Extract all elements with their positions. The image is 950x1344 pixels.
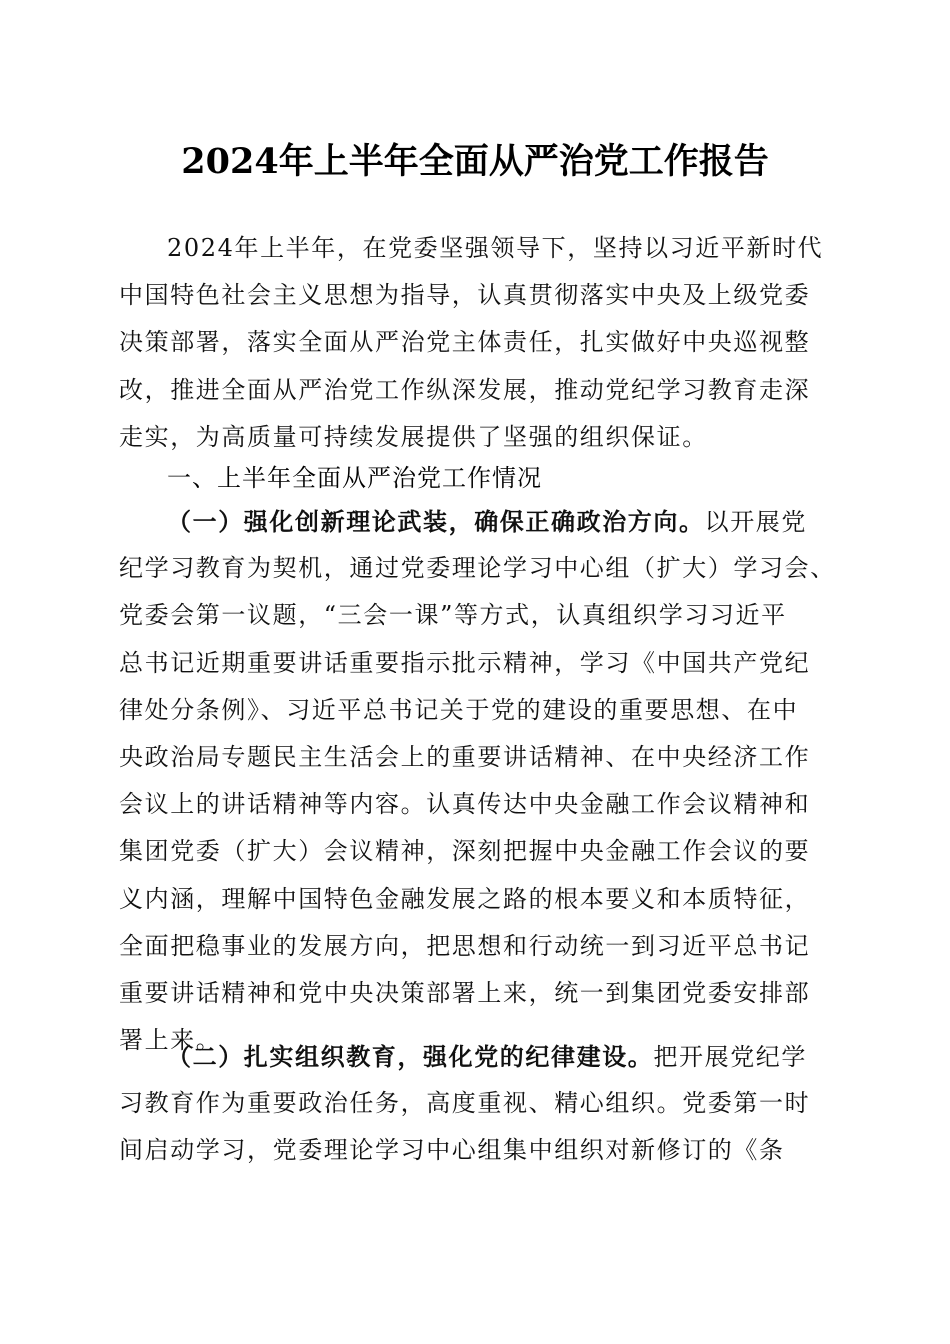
paragraph-first-line — [119, 498, 831, 545]
paragraph-line: 总书记近期重要讲话重要指示批示精神，学习《中国共产党纪 — [119, 648, 811, 677]
subsection-1-paragraph — [119, 498, 836, 1064]
paragraph-line: 党委会第一议题，“三会一课”等方式，认真组织学习习近平 — [119, 601, 787, 630]
paragraph-line: 改，推进全面从严治党工作纵深发展，推动党纪学习教育走深 — [119, 375, 811, 404]
paragraph-line: 走实，为高质量可持续发展提供了坚强的组织保证。 — [119, 422, 708, 451]
paragraph-line: 会议上的讲话精神等内容。认真传达中央金融工作会议精神和 — [119, 790, 811, 819]
section-heading: 一、上半年全面从严治党工作情况 — [167, 464, 542, 492]
paragraph-text: 以开展党 — [704, 508, 808, 536]
paragraph-line: 间启动学习，党委理论学习中心组集中组织对新修订的《条 — [119, 1136, 785, 1165]
paragraph-line: 署上来。 — [119, 1026, 222, 1055]
intro-paragraph — [119, 225, 831, 461]
paragraph-line: 纪学习教育为契机，通过党委理论学习中心组（扩大）学习会、 — [119, 554, 836, 583]
paragraph-line: 集团党委（扩大）会议精神，深刻把握中央金融工作会议的要 — [119, 837, 811, 866]
paragraph-text: 把开展党纪学 — [653, 1043, 808, 1071]
paragraph-line: 2024年上半年，在党委坚强领导下，坚持以习近平新时代 — [167, 234, 824, 262]
subsection-lead: （一）强化创新理论武装，确保正确政治方向。 — [167, 507, 705, 536]
document-title: 2024年上半年全面从严治党工作报告 — [181, 141, 769, 182]
paragraph-line: 决策部署，落实全面从严治党主体责任，扎实做好中央巡视整 — [119, 328, 811, 357]
subsection-2-paragraph — [119, 1033, 831, 1175]
paragraph-line: 央政治局专题民主生活会上的重要讲话精神、在中央经济工作 — [119, 742, 811, 771]
paragraph-line: 重要讲话精神和党中央决策部署上来，统一到集团党委安排部 — [119, 978, 811, 1007]
subsection-lead: （二）扎实组织教育，强化党的纪律建设。 — [167, 1042, 654, 1071]
paragraph-line: 全面把稳事业的发展方向，把思想和行动统一到习近平总书记 — [119, 931, 811, 960]
paragraph-line: 中国特色社会主义思想为指导，认真贯彻落实中央及上级党委 — [119, 281, 811, 310]
paragraph-line: 习教育作为重要政治任务，高度重视、精心组织。党委第一时 — [119, 1089, 811, 1118]
paragraph-line: 义内涵，理解中国特色金融发展之路的根本要义和本质特征， — [119, 884, 811, 913]
paragraph-line: 律处分条例》、习近平总书记关于党的建设的重要思想、在中 — [119, 695, 799, 724]
paragraph-first-line — [119, 1033, 831, 1080]
